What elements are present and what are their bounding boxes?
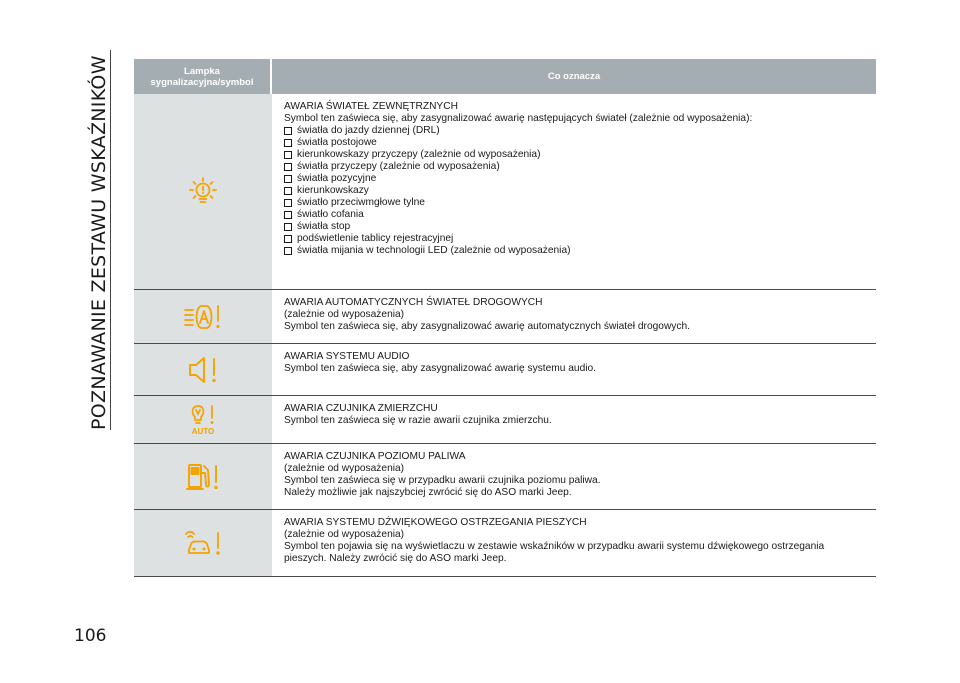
symbol-cell: [134, 510, 272, 576]
table-row: [134, 444, 876, 510]
meaning-cell: [272, 290, 876, 343]
auto-label: AUTO: [191, 427, 215, 436]
list-item-label: światła mijania w technologii LED (zależnie od wyposażenia): [297, 245, 571, 256]
checkbox-icon: [284, 223, 292, 231]
list-item-label: kierunkowskazy: [297, 185, 369, 196]
list-item: [284, 149, 866, 161]
checkbox-icon: [284, 211, 292, 219]
chapter-divider: [110, 50, 111, 430]
checkbox-icon: [284, 199, 292, 207]
symbol-cell: [134, 344, 272, 395]
pedestrian-warning-sound-fault-icon: [183, 528, 223, 558]
meaning-cell: [272, 510, 876, 576]
list-item-label: światła pozycyjne: [297, 173, 377, 184]
warning-description: Należy możliwie jak najszybciej zwrócić się do ASO marki Jeep.: [284, 487, 572, 498]
warning-title: AWARIA CZUJNIKA ZMIERZCHU: [284, 403, 438, 414]
header-meaning-column: Co oznacza: [272, 59, 876, 94]
list-item: [284, 173, 866, 185]
auto-high-beam-fault-icon: [183, 302, 223, 332]
meaning-cell: [272, 344, 876, 395]
warning-description: Symbol ten zaświeca się, aby zasygnalizować awarię automatycznych świateł drogowych.: [284, 321, 690, 332]
table-row: [134, 94, 876, 290]
chapter-title: POZNAWANIE ZESTAWU WSKAŹNIKÓW: [88, 55, 110, 430]
list-item: [284, 233, 866, 245]
exterior-light-fault-icon: [186, 175, 220, 209]
symbol-cell: [134, 290, 272, 343]
list-item-label: światło przeciwmgłowe tylne: [297, 197, 425, 208]
twilight-sensor-fault-icon: [188, 403, 218, 427]
warning-description: (zależnie od wyposażenia): [284, 529, 405, 540]
table-row: [134, 510, 876, 577]
list-item: [284, 221, 866, 233]
checkbox-icon: [284, 247, 292, 255]
header-symbol-column: [134, 59, 272, 94]
warning-title: AWARIA CZUJNIKA POZIOMU PALIWA: [284, 451, 466, 462]
audio-system-fault-icon: [186, 354, 220, 386]
twilight-sensor-symbol: [188, 403, 218, 436]
warning-title: AWARIA SYSTEMU DŹWIĘKOWEGO OSTRZEGANIA PIESZYCH: [284, 517, 587, 528]
checkbox-icon: [284, 151, 292, 159]
list-item: [284, 197, 866, 209]
warning-title: AWARIA AUTOMATYCZNYCH ŚWIATEŁ DROGOWYCH: [284, 297, 543, 308]
symbol-cell: [134, 396, 272, 443]
list-item: [284, 245, 866, 257]
light-list: [284, 125, 866, 257]
list-item: [284, 137, 866, 149]
symbol-cell: [134, 444, 272, 509]
list-item: [284, 209, 866, 221]
meaning-cell: [272, 396, 876, 443]
table-row: [134, 290, 876, 344]
checkbox-icon: [284, 235, 292, 243]
checkbox-icon: [284, 163, 292, 171]
warning-title: AWARIA ŚWIATEŁ ZEWNĘTRZNYCH: [284, 101, 458, 112]
page-number: 106: [74, 626, 107, 646]
warning-description: Symbol ten zaświeca się, aby zasygnalizować awarię następujących świateł (zależnie od wyposażenia):: [284, 113, 753, 124]
meaning-cell: [272, 444, 876, 509]
list-item-label: światła do jazdy dziennej (DRL): [297, 125, 440, 136]
header-symbol-line1: Lampka: [184, 65, 220, 77]
list-item: [284, 125, 866, 137]
checkbox-icon: [284, 187, 292, 195]
checkbox-icon: [284, 139, 292, 147]
list-item: [284, 161, 866, 173]
warning-description: Symbol ten pojawia się na wyświetlaczu w zestawie wskaźników w przypadku awarii systemu dźwiękowego ostrzegania: [284, 541, 825, 552]
meaning-cell: [272, 94, 876, 289]
warning-description: pieszych. Należy zwrócić się do ASO marki Jeep.: [284, 553, 507, 564]
warning-description: Symbol ten zaświeca się w razie awarii czujnika zmierzchu.: [284, 415, 552, 426]
table-row: [134, 344, 876, 396]
fuel-level-sensor-fault-icon: [185, 461, 221, 493]
checkbox-icon: [284, 175, 292, 183]
list-item-label: podświetlenie tablicy rejestracyjnej: [297, 233, 454, 244]
list-item-label: światło cofania: [297, 209, 364, 220]
warning-title: AWARIA SYSTEMU AUDIO: [284, 351, 410, 362]
list-item-label: światła przyczepy (zależnie od wyposażenia): [297, 161, 500, 172]
list-item-label: kierunkowskazy przyczepy (zależnie od wyposażenia): [297, 149, 541, 160]
list-item-label: światła stop: [297, 221, 351, 232]
symbol-cell: [134, 94, 272, 289]
warning-description: Symbol ten zaświeca się, aby zasygnalizować awarię systemu audio.: [284, 363, 596, 374]
list-item: [284, 185, 866, 197]
header-symbol-line2: sygnalizacyjna/symbol: [150, 76, 254, 88]
checkbox-icon: [284, 127, 292, 135]
warning-description: (zależnie od wyposażenia): [284, 309, 405, 320]
warning-description: (zależnie od wyposażenia): [284, 463, 405, 474]
warning-lights-table: [134, 59, 876, 577]
warning-description: Symbol ten zaświeca się w przypadku awarii czujnika poziomu paliwa.: [284, 475, 601, 486]
table-row: [134, 396, 876, 444]
list-item-label: światła postojowe: [297, 137, 377, 148]
table-header: [134, 59, 876, 94]
